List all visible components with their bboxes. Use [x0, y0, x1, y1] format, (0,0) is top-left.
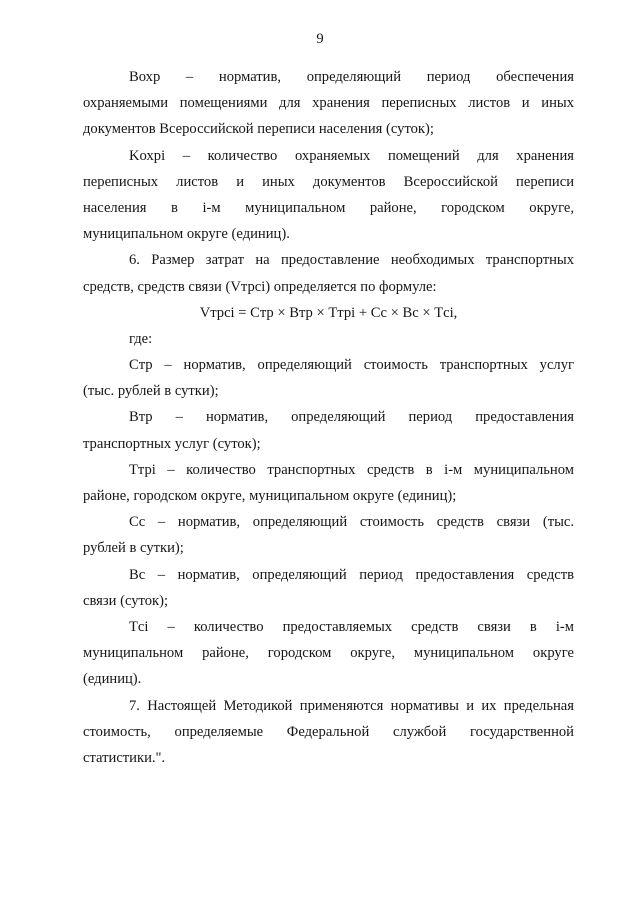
text-line: Вохр – норматив, определяющий период обеспечения — [129, 69, 574, 85]
definition-vohr — [83, 64, 574, 143]
text-line: охраняемыми помещениями для хранения переписных листов и иных — [83, 95, 574, 112]
text-line: Tтрi – количество транспортных средств в i-м муниципальном — [129, 461, 574, 478]
text-line: переписных листов и иных документов Всероссийской переписи — [83, 173, 574, 190]
where-label: где: — [129, 330, 153, 347]
text-line: рублей в сутки); — [83, 540, 184, 557]
text-line: документов Всероссийской переписи населения (суток); — [83, 121, 434, 138]
definition-ctr — [83, 352, 574, 404]
text-line: (тыс. рублей в сутки); — [83, 383, 219, 400]
document-body — [83, 64, 574, 771]
text-line: муниципальном округе (единиц). — [83, 226, 290, 243]
definition-bs — [83, 562, 574, 614]
text-line: Bс – норматив, определяющий период предоставления средств — [129, 566, 574, 583]
text-line: средств, средств связи (Vтрсi) определяется по формуле: — [83, 278, 437, 295]
text-line: районе, городском округе, муниципальном округе (единиц); — [83, 488, 457, 504]
definition-btr — [83, 404, 574, 456]
clause-6 — [83, 247, 574, 299]
text-line: Cс – норматив, определяющий стоимость средств связи (тыс. — [129, 514, 574, 531]
page-number: 9 — [316, 31, 324, 47]
definition-cs — [83, 509, 574, 561]
text-line: муниципальном районе, городском округе, муниципальном округе — [83, 645, 574, 662]
text-line: (единиц). — [83, 671, 142, 688]
clause-7 — [83, 693, 574, 772]
text-line: 7. Настоящей Методикой применяются нормативы и их предельная — [129, 697, 574, 714]
text-line: транспортных услуг (суток); — [83, 435, 261, 452]
text-line: Tсi – количество предоставляемых средств связи в i-м — [129, 618, 574, 635]
text-line: связи (суток); — [83, 592, 169, 609]
definition-ttri — [83, 457, 574, 509]
definition-kohr — [83, 143, 574, 248]
text-line: Bтр – норматив, определяющий период предоставления — [129, 409, 574, 426]
text-line: Cтр – норматив, определяющий стоимость транспортных услуг — [129, 357, 574, 374]
text-line: 6. Размер затрат на предоставление необходимых транспортных — [129, 252, 574, 269]
formula: Vтрсi = Cтр × Bтр × Tтрi + Cс × Bс × Tсi, — [199, 304, 458, 321]
text-line: стоимость, определяемые Федеральной службой государственной — [83, 723, 574, 740]
definition-tsi — [83, 614, 574, 693]
text-line: Kохрi – количество охраняемых помещений для хранения — [129, 147, 574, 164]
text-line: населения в i-м муниципальном районе, городском округе, — [83, 199, 574, 216]
text-line: статистики.". — [83, 749, 166, 766]
